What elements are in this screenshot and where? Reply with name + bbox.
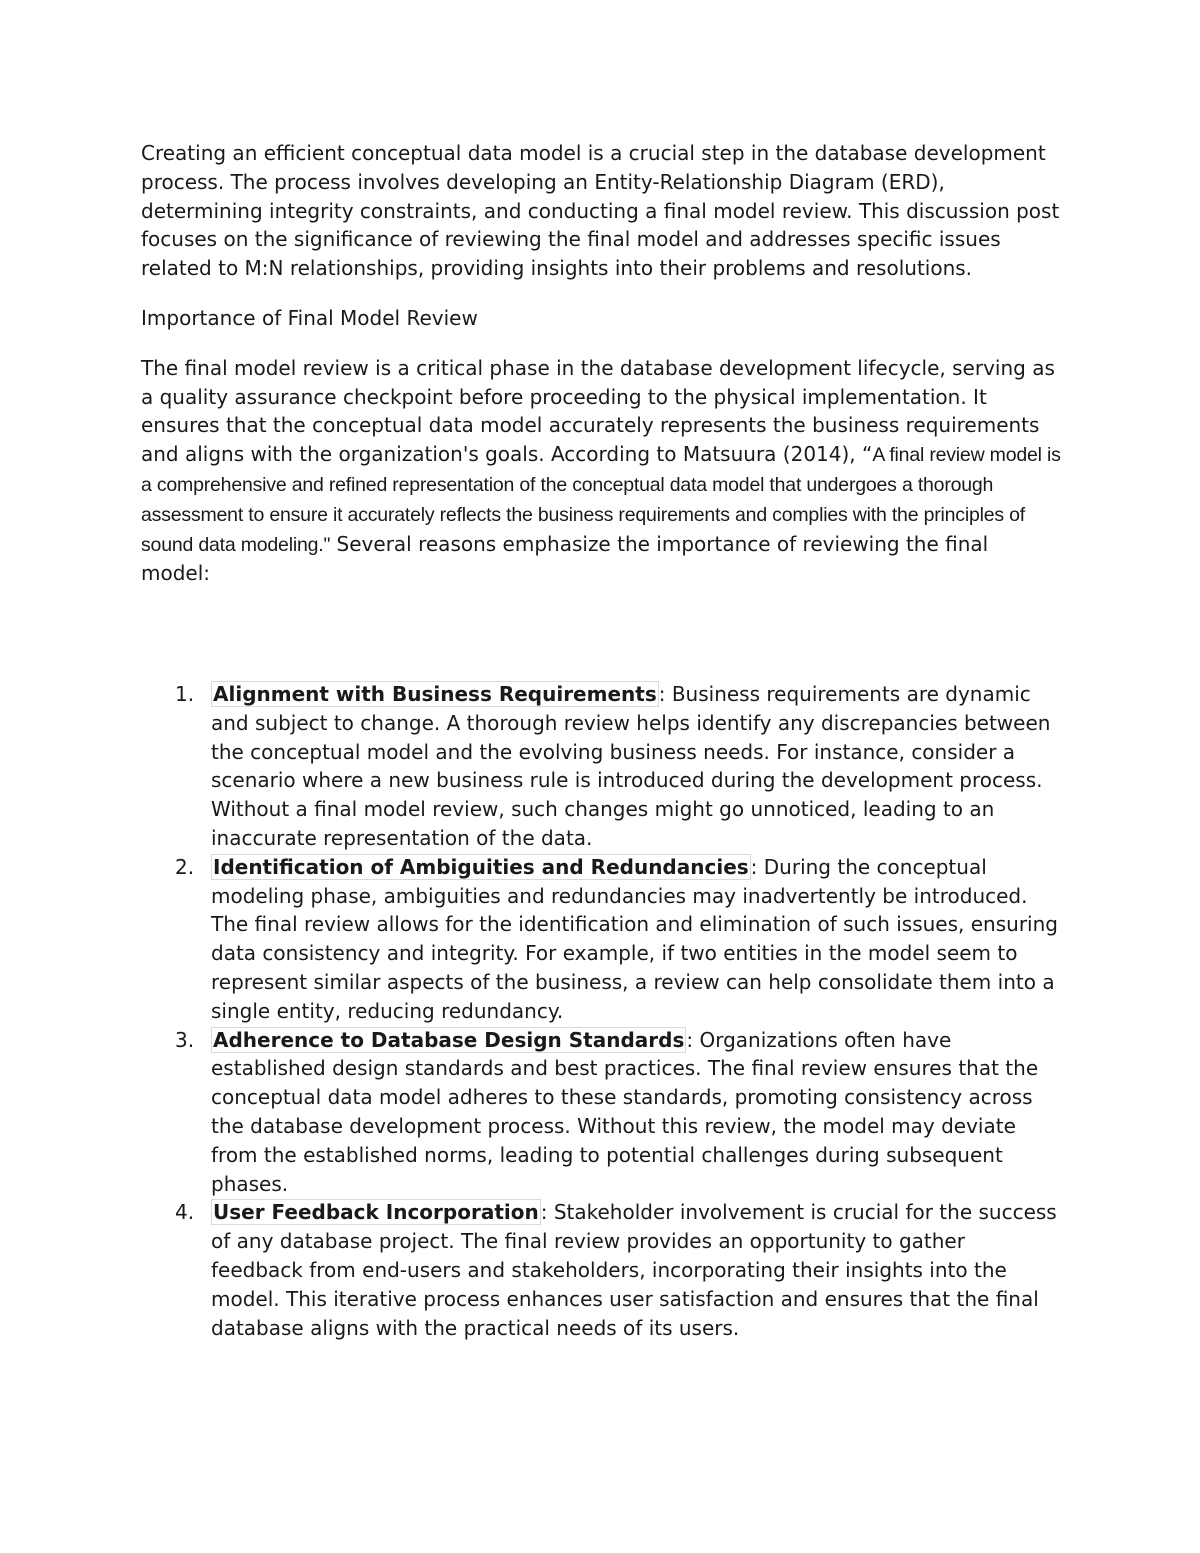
list-item-term: Identification of Ambiguities and Redundancies	[213, 854, 749, 879]
list-item-text: : Stakeholder involvement is crucial for the success of any database project. The final review provides an opportunity to gather feedback from end-users and stakeholders, incorporating their insights into the model. This iterative process enhances user satisfaction and ensures that the final database aligns with the practical needs of its users.	[211, 1200, 1057, 1340]
reasons-list	[141, 680, 1061, 1342]
list-item-number: 2.	[175, 854, 195, 879]
list-item-text: : During the conceptual modeling phase, ambiguities and redundancies may inadvertently be introduced. The final review allows for the identification and elimination of such issues, ensuring data consistency and integrity. For example, if two entities in the model seem to represent similar aspects of the business, a review can help consolidate them into a single entity, reducing redundancy.	[211, 854, 1058, 1023]
list-item-term: Adherence to Database Design Standards	[213, 1027, 685, 1052]
list-item-term: Alignment with Business Requirements	[213, 682, 657, 706]
list-item	[141, 1026, 1061, 1199]
intro-paragraph: Creating an efficient conceptual data model is a crucial step in the database development process. The process involves developing an Entity-Relationship Diagram (ERD), determining integrity constraints, and conducting a final model review. This discussion post focuses on the significance of reviewing the final model and addresses specific issues related to M:N relationships, providing insights into their problems and resolutions.	[141, 141, 1060, 281]
list-item-text: : Organizations often have established design standards and best practices. The final review ensures that the conceptual data model adheres to these standards, promoting consistency across the database development process. Without this review, the model may deviate from the established norms, leading to potential challenges during subsequent phases.	[211, 1027, 1039, 1196]
list-item-number: 1.	[175, 682, 195, 706]
document-content	[141, 139, 1061, 1340]
list-item	[141, 1198, 1061, 1342]
list-item	[141, 853, 1061, 1026]
list-item-number: 4.	[175, 1200, 195, 1225]
body-lead: The final model review is a critical phase in the database development lifecycle, serving as a quality assurance checkpoint before proceeding to the physical implementation. It ensures that the conceptual data model accurately represents the business requirements and aligns with the organization's goals. According to Matsuura (2014), “	[141, 355, 1055, 467]
list-item-number: 3.	[175, 1027, 195, 1052]
list-item-term: User Feedback Incorporation	[213, 1200, 539, 1225]
section-heading: Importance of Final Model Review	[141, 305, 478, 330]
body-paragraph	[141, 354, 1061, 588]
list-item	[141, 680, 1061, 853]
body-tail: Several reasons emphasize the importance of reviewing the final model:	[141, 531, 989, 586]
body-quote: A final review model is a comprehensive and refined representation of the conceptual data model that undergoes a thorough assessment to ensure it accurately reflects the business requirements and complies with the principles of sound data modeling."	[141, 444, 1061, 556]
list-item-text: : Business requirements are dynamic and subject to change. A thorough review helps identify any discrepancies between the conceptual model and the evolving business needs. For instance, consider a scenario where a new business rule is introduced during the development process. Without a final model review, such changes might go unnoticed, leading to an inaccurate representation of the data.	[211, 682, 1051, 850]
